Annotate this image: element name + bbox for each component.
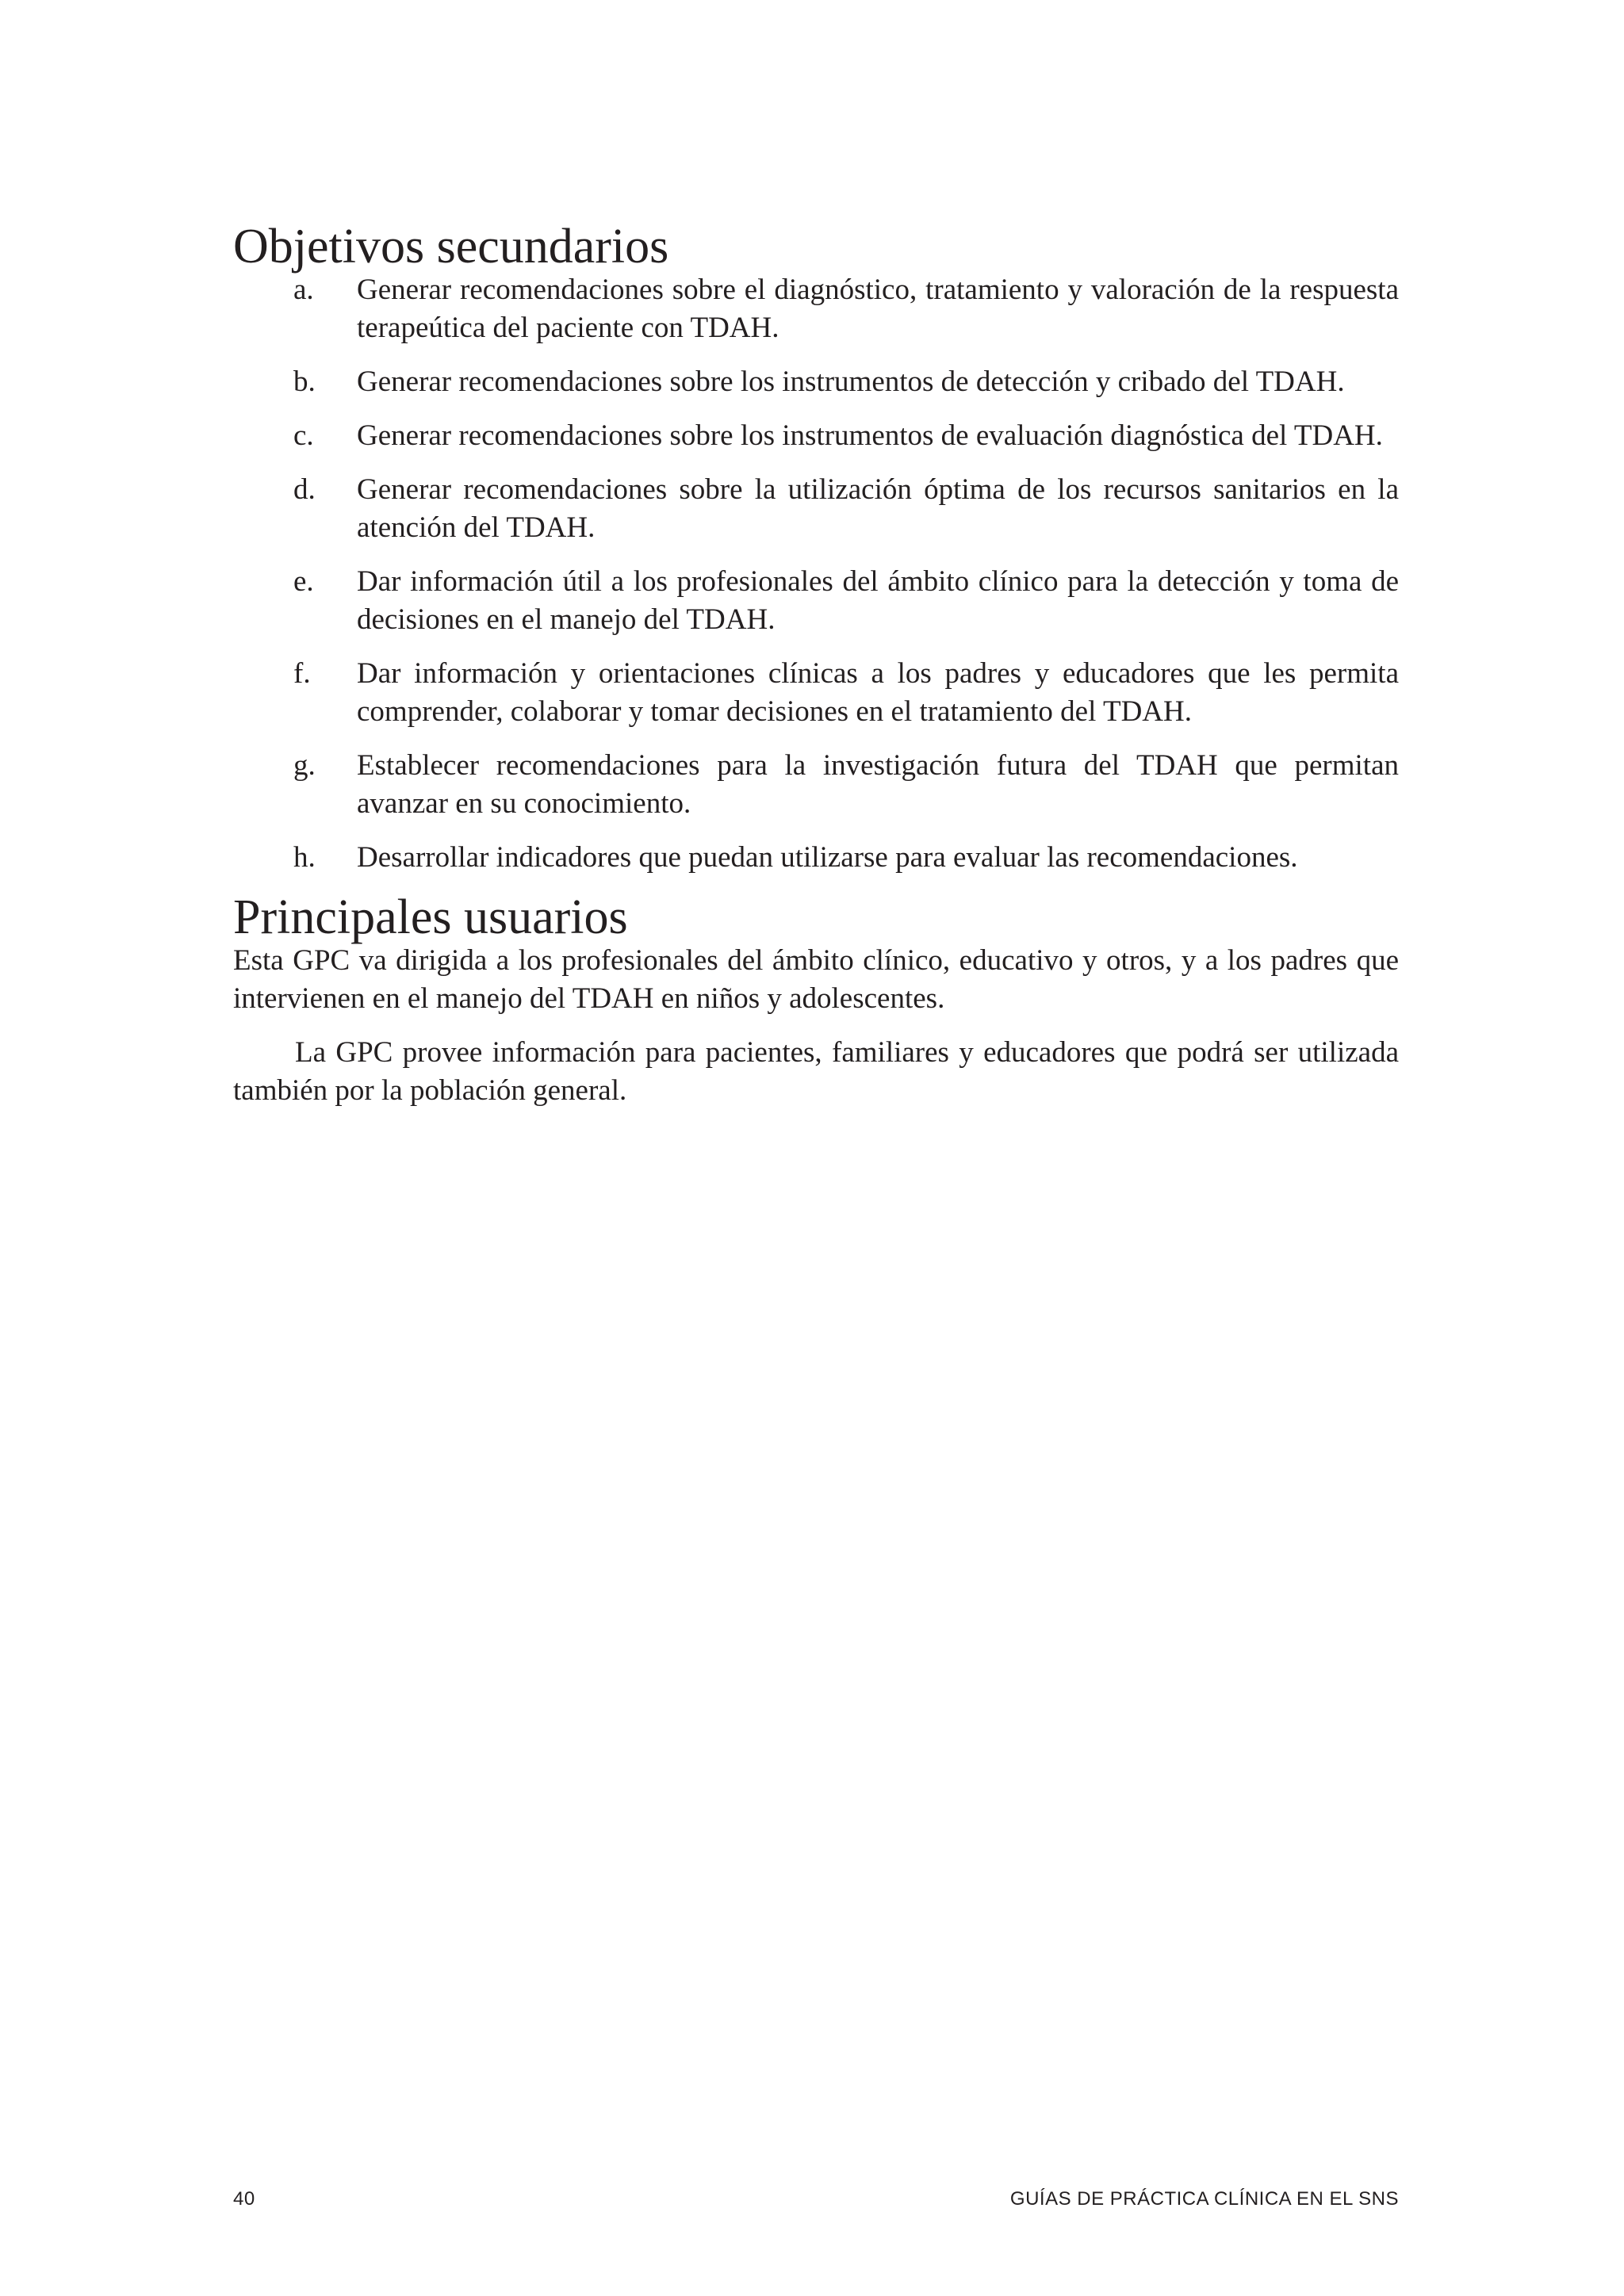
page-content (233, 222, 1399, 1126)
usuarios-paragraph-2: La GPC provee información para pacientes, familiares y educadores que podrá ser utilizada también por la población general. (233, 1036, 1399, 1107)
list-item (233, 417, 1399, 455)
list-marker: a. (293, 274, 314, 306)
list-item-text: Desarrollar indicadores que puedan utilizarse para evaluar las recomendaciones. (357, 841, 1298, 874)
page-footer (233, 2188, 1399, 2210)
objetivos-heading: Objetivos secundarios (233, 220, 669, 274)
list-item (233, 839, 1399, 877)
list-item-text: Generar recomendaciones sobre los instrumentos de evaluación diagnóstica del TDAH. (357, 419, 1383, 452)
list-item (233, 747, 1399, 823)
list-marker: g. (293, 749, 316, 782)
list-item (233, 655, 1399, 731)
usuarios-paragraph-1: Esta GPC va dirigida a los profesionales del ámbito clínico, educativo y otros, y a los padres que intervienen en el manejo del TDAH en niños y adolescentes. (233, 944, 1399, 1015)
list-item (233, 271, 1399, 347)
page-number: 40 (233, 2188, 255, 2210)
objectives-list (233, 271, 1399, 877)
series-title: GUÍAS DE PRÁCTICA CLÍNICA EN EL SNS (1009, 2188, 1399, 2210)
list-item (233, 563, 1399, 639)
list-marker: e. (293, 565, 314, 598)
list-item (233, 471, 1399, 547)
list-marker: b. (293, 365, 316, 398)
list-item-text: Generar recomendaciones sobre el diagnóstico, tratamiento y valoración de la respuesta terapeútica del paciente con TDAH. (357, 274, 1399, 344)
list-item-text: Generar recomendaciones sobre los instrumentos de detección y cribado del TDAH. (357, 365, 1345, 398)
list-item (233, 363, 1399, 401)
list-marker: h. (293, 841, 316, 874)
list-item-text: Dar información y orientaciones clínicas a los padres y educadores que les permita comprender, colaborar y tomar decisiones en el tratamiento del TDAH. (357, 657, 1399, 728)
list-marker: d. (293, 473, 316, 506)
list-marker: f. (293, 657, 311, 690)
usuarios-heading: Principales usuarios (233, 890, 628, 944)
list-item-text: Establecer recomendaciones para la investigación futura del TDAH que permitan avanzar en su conocimiento. (357, 749, 1399, 820)
list-item-text: Generar recomendaciones sobre la utilización óptima de los recursos sanitarios en la atención del TDAH. (357, 473, 1399, 544)
list-item-text: Dar información útil a los profesionales del ámbito clínico para la detección y toma de decisiones en el manejo del TDAH. (357, 565, 1399, 636)
list-marker: c. (293, 419, 314, 452)
